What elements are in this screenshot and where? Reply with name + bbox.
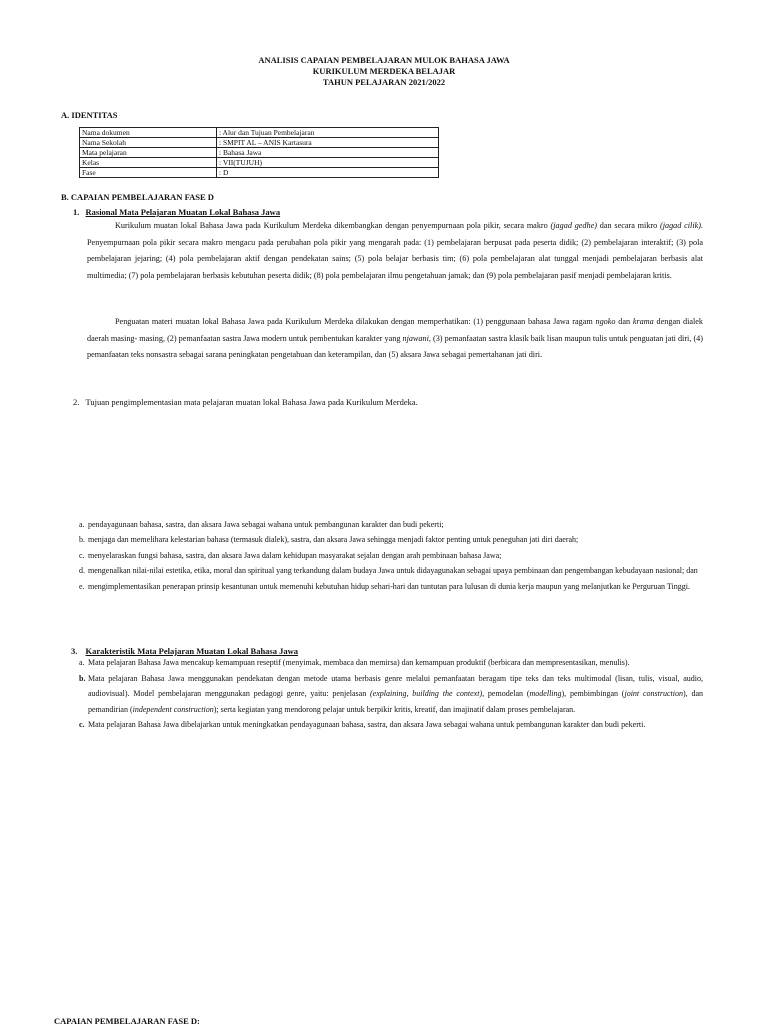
- italic-run: (explaining, building the context): [370, 689, 483, 699]
- identity-key: Kelas: [80, 158, 217, 168]
- list-item-text: menyelaraskan fungsi bahasa, sastra, dan aksara Jawa dalam kehidupan masyarakat sejalan dengan arah pembinaan bahasa Jawa;: [88, 550, 502, 560]
- subsection-3-number: 3.: [71, 646, 78, 656]
- list-item-text: menjaga dan memelihara kelestarian bahasa (termasuk dialek), sastra, dan aksara Jawa sehingga menjadi faktor penting untuk peneguhan jati diri daerah;: [88, 535, 579, 545]
- karakteristik-list: [79, 655, 703, 733]
- list-item: [79, 717, 703, 733]
- rasional-paragraph-1: [87, 218, 703, 284]
- text-run: Penguatan materi muatan lokal Bahasa Jawa pada Kurikulum Merdeka dilakukan dengan memperhatikan: (1) penggunaan bahasa Jawa ragam: [115, 317, 596, 326]
- table-row: [80, 138, 439, 148]
- identity-key: Fase: [80, 168, 217, 178]
- identity-key: Nama Sekolah: [80, 138, 217, 148]
- list-item-text: mengimplementasikan penerapan prinsip kesantunan untuk memenuhi kebutuhan hidup sehari-hari dan tuntutan para lulusan di dunia kerja maupun yang melanjutkan ke Perguruan Tinggi.: [88, 581, 690, 591]
- doc-title-line2: KURIKULUM MERDEKA BELAJAR: [312, 66, 456, 76]
- text-run: ); serta kegiatan yang mendorong pelajar untuk berpikir kritis, kreatif, dan imajinatif dalam proses pembelajaran.: [213, 704, 576, 714]
- italic-run: njawani: [402, 333, 429, 343]
- text-run: Mata pelajaran Bahasa Jawa menggunakan pendekatan dengan metode utama berbasis genre melalui pemanfaatan beragam tipe teks dan teks multimodal (lisan, tulis, visual, audio, audiovisual). Model pembelajaran menggunakan pedagogi genre, yaitu: penjelasan: [88, 673, 703, 699]
- identity-value: : D: [217, 168, 439, 178]
- list-marker: a.: [79, 658, 85, 667]
- list-marker: b.: [79, 535, 85, 545]
- identity-table: [79, 127, 439, 178]
- list-item-text: Mata pelajaran Bahasa Jawa dibelajarkan untuk meningkatkan pendayagunaan bahasa, sastra, dan aksara Jawa sebagai wahana untuk pembangunan karakter dan budi pekerti.: [88, 720, 646, 730]
- italic-run: independent construction: [132, 704, 214, 714]
- list-item: [79, 655, 703, 671]
- list-marker: b.: [79, 673, 86, 683]
- text-run: dan: [615, 317, 633, 326]
- identity-value: : VII(TUJUH): [217, 158, 439, 168]
- table-row: [80, 158, 439, 168]
- list-marker: e.: [79, 581, 85, 591]
- subsection-3-title: Karakteristik Mata Pelajaran Muatan Lokal Bahasa Jawa: [85, 646, 298, 656]
- list-item: [79, 563, 703, 578]
- text-run: dan secara mikro: [596, 221, 660, 230]
- subsection-2-title: Tujuan pengimplementasian mata pelajaran muatan lokal Bahasa Jawa pada Kurikulum Merdeka.: [85, 397, 418, 407]
- section-b-title: B. CAPAIAN PEMBELAJARAN FASE D: [61, 192, 214, 202]
- subsection-1-number: 1.: [73, 207, 80, 217]
- italic-run: modelling: [529, 689, 562, 699]
- list-marker: c.: [79, 720, 85, 730]
- identity-value: : Bahasa Jawa: [217, 148, 439, 158]
- identity-value: : Alur dan Tujuan Pembelajaran: [217, 128, 439, 138]
- doc-title-line1: ANALISIS CAPAIAN PEMBELAJARAN MULOK BAHASA JAWA: [258, 55, 510, 65]
- text-run: , pemodelan (: [482, 689, 530, 699]
- table-row: [80, 168, 439, 178]
- text-run: Penyempurnaan pola pikir secara makro mengacu pada perubahan pola pikir yang mengarah pada: (1) pembelajaran berpusat pada peserta didik; (2) pembelajaran interaktif; (3) pola pembelajaran jejaring; (4) pola pembelajaran aktif dengan pendekatan sains; (5) pola belajar berbasis tim; (6) pola pembelajaran alat tunggal menjadi pembelajaran berbasis alat multimedia; (7) pola pembelajaran berbasis kebutuhan peserta didik; (8) pola pembelajaran ilmu pengetahuan jamak; dan (9) pola pembelajaran pasif menjadi pembelajaran kritis.: [87, 237, 703, 280]
- list-item: [79, 579, 703, 594]
- table-row: [80, 148, 439, 158]
- italic-run: krama: [632, 317, 654, 326]
- list-item: [79, 671, 703, 718]
- list-item-text: mengenalkan nilai-nilai estetika, etika, moral dan spiritual yang terkandung dalam budaya Jawa untuk didayagunakan sebagai upaya pembinaan dan pengembangan kebudayaan nasional; dan: [88, 566, 698, 576]
- italic-run: ngoko: [595, 317, 616, 326]
- section-a-title: A. IDENTITAS: [61, 110, 118, 120]
- text-run: ), pembimbingan (: [561, 689, 625, 699]
- list-marker: a.: [79, 520, 85, 529]
- identity-key: Nama dokumen: [80, 128, 217, 138]
- list-item-text: pendayagunaan bahasa, sastra, dan aksara Jawa sebagai wahana untuk pembangunan karakter dan budi pekerti;: [88, 520, 444, 529]
- doc-title-line3: TAHUN PELAJARAN 2021/2022: [322, 77, 446, 87]
- list-item: [79, 532, 703, 547]
- table-row: [80, 128, 439, 138]
- list-marker: c.: [79, 550, 85, 560]
- italic-run: (jagad cilik).: [659, 221, 704, 230]
- tujuan-list: [79, 517, 703, 594]
- text-run: ), dan pemandirian (: [88, 689, 704, 714]
- identity-value: : SMPIT AL – ANIS Kartasura: [217, 138, 439, 148]
- identity-key: Mata pelajaran: [80, 148, 217, 158]
- italic-run: (jagad gedhe): [550, 221, 597, 230]
- subsection-1-title: Rasional Mata Pelajaran Muatan Lokal Bahasa Jawa: [85, 207, 281, 217]
- footer-heading: CAPAIAN PEMBELAJARAN FASE D:: [54, 1016, 200, 1026]
- text-run: dengan dialek daerah masing- masing, (2) pemanfaatan sastra Jawa modern untuk pembentukan karakter yang: [87, 317, 703, 343]
- rasional-paragraph-2: [87, 314, 703, 364]
- text-run: , (3) pemanfaatan sastra klasik baik lisan maupun tulis untuk penguatan jati diri, (4) pemanfaatan teks nonsastra sebagai sarana peningkatan pengetahuan dan keterampilan, dan (5) aksara Jawa sebagai pemertahanan jati diri.: [87, 333, 703, 360]
- list-item-text: Mata pelajaran Bahasa Jawa mencakup kemampuan reseptif (menyimak, membaca dan memirsa) dan kemampuan produktif (berbicara dan mempresentasikan, menulis).: [88, 658, 630, 667]
- list-item: [79, 548, 703, 563]
- list-marker: d.: [79, 566, 85, 576]
- text-run: Kurikulum muatan lokal Bahasa Jawa pada Kurikulum Merdeka dikembangkan dengan penyempurnaan pola pikir, secara makro: [115, 221, 551, 230]
- italic-run: joint construction: [624, 689, 683, 699]
- subsection-1-heading: [73, 207, 280, 218]
- list-item: [79, 517, 703, 532]
- subsection-2-number: 2.: [73, 397, 80, 407]
- subsection-2-heading: [73, 397, 418, 408]
